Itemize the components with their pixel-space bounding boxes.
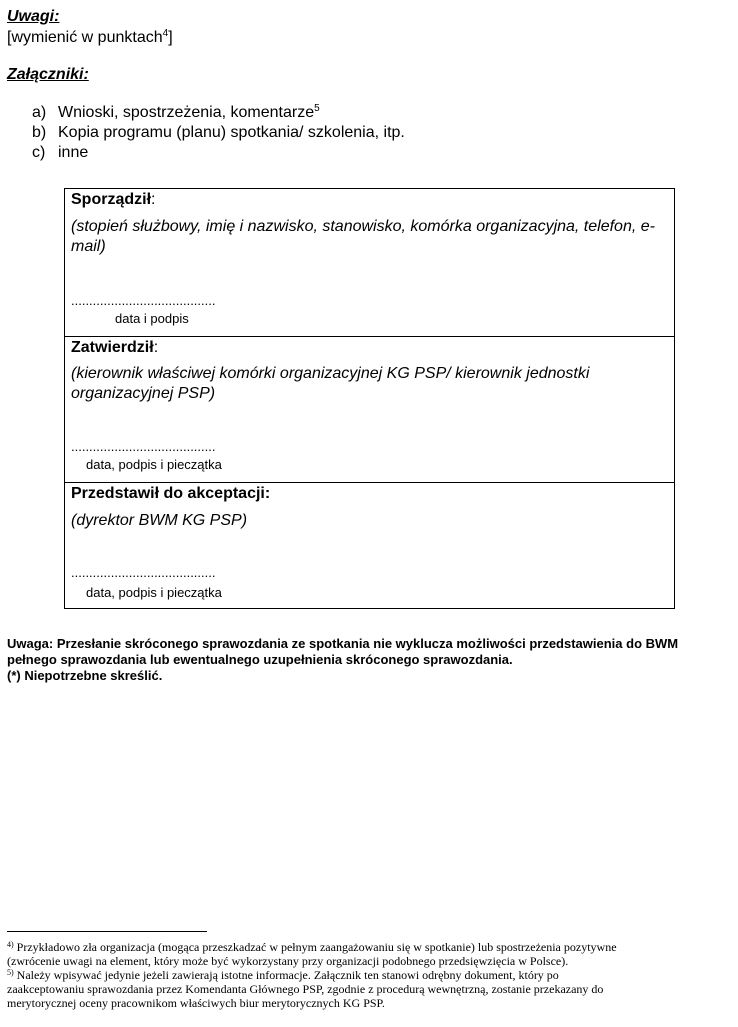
list-item-text: Wnioski, spostrzeżenia, komentarze	[58, 104, 315, 121]
approved-by-title	[71, 339, 158, 357]
list-item-letter: a)	[32, 104, 47, 121]
list-item-text: inne	[58, 144, 89, 161]
note-line: Uwaga: Przesłanie skróconego sprawozdania ze spotkania nie wyklucza możliwości przedstawienia do BWM	[7, 636, 679, 651]
submitted-description: (dyrektor BWM KG PSP)	[71, 512, 248, 529]
footnote-marker: 4)	[7, 940, 14, 949]
prepared-by-title	[71, 191, 155, 209]
remarks-text	[7, 29, 173, 47]
signature-caption: data, podpis i pieczątka	[86, 585, 222, 600]
prepared-by-description: (stopień służbowy, imię i nazwisko, stanowisko, komórka organizacyjna, telefon, e-mail)	[71, 218, 655, 255]
attachments-heading: Załączniki:	[7, 66, 89, 83]
footnote-text: Przykładowo zła organizacja (mogąca przeszkadzać w pełnym zaangażowaniu się w spotkanie) lub spostrzeżenia pozytywne	[13, 940, 617, 954]
list-item	[32, 144, 405, 164]
list-item-letter: c)	[32, 144, 46, 161]
prepared-by-label: Sporządził	[71, 191, 152, 208]
signature-line[interactable]: ........................................	[71, 565, 216, 580]
remarks-heading: Uwagi:	[7, 8, 60, 25]
footnote-text: merytorycznej oceny pracownikom właściwych biur merytorycznych KG PSP.	[7, 996, 385, 1010]
list-item	[32, 124, 405, 144]
footnote-5	[7, 968, 617, 982]
prepared-by-colon: :	[151, 191, 156, 208]
remarks-text-body: [wymienić w punktach	[7, 29, 163, 46]
submitted-title	[71, 485, 270, 503]
footnote-ref-5[interactable]: 5	[314, 103, 320, 114]
submitted-for-approval-section	[64, 482, 675, 609]
list-item	[32, 104, 405, 124]
list-item-text: Kopia programu (planu) spotkania/ szkolenia, itp.	[58, 124, 405, 141]
approved-by-colon: :	[153, 339, 159, 356]
note-line: pełnego sprawozdania lub ewentualnego uzupełnienia skróconego sprawozdania.	[7, 652, 513, 667]
approved-by-description: (kierownik właściwej komórki organizacyjnej KG PSP/ kierownik jednostki organizacyjnej PSP)	[71, 365, 590, 402]
remarks-text-close: ]	[168, 29, 173, 46]
signature-line[interactable]: ........................................	[71, 439, 216, 454]
footnote-4	[7, 940, 617, 954]
footnote-text: zaakceptowaniu sprawozdania przez Komendanta Głównego PSP, zgodnie z procedurą wewnętrzną, zostanie przekazany do	[7, 982, 604, 996]
footnote-separator	[7, 931, 207, 932]
signature-caption: data, podpis i pieczątka	[86, 457, 222, 472]
footnote-text: Należy wpisywać jedynie jeżeli zawierają istotne informacje. Załącznik ten stanowi odrębny dokument, który po	[13, 968, 559, 982]
footnote-ref-4[interactable]: 4	[162, 28, 169, 39]
signature-line[interactable]: ........................................	[71, 293, 216, 308]
approved-by-label: Zatwierdził	[71, 339, 154, 356]
prepared-by-section	[64, 188, 675, 336]
approved-by-section	[64, 336, 675, 482]
submitted-label: Przedstawił do akceptacji:	[71, 485, 271, 502]
note-line: (*) Niepotrzebne skreślić.	[7, 668, 163, 683]
footnote-text: (zwrócenie uwagi na element, który może być wykorzystany przy organizacji podobnego przedsięwzięcia w Polsce).	[7, 954, 569, 968]
list-item-letter: b)	[32, 124, 47, 141]
note-block	[7, 636, 678, 684]
attachments-list	[32, 104, 405, 164]
footnotes	[7, 940, 617, 1010]
footnote-marker: 5)	[7, 968, 14, 977]
signature-caption: data i podpis	[115, 311, 189, 326]
